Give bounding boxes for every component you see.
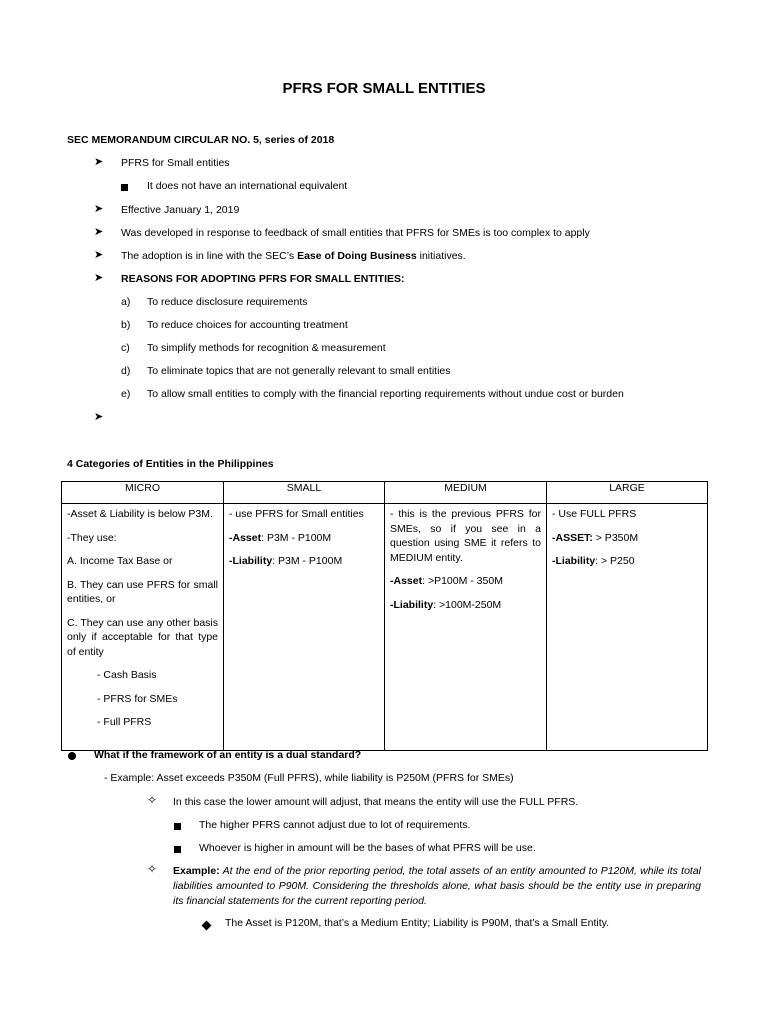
bullet-adoption-bold: Ease of Doing Business xyxy=(297,250,417,262)
diamond-bullet-icon xyxy=(203,920,210,932)
large-line: - Use FULL PFRS xyxy=(552,508,637,520)
page-title: PFRS FOR SMALL ENTITIES xyxy=(282,80,486,97)
micro-line: -They use: xyxy=(67,531,117,544)
micro-line: C. They can use any other basis only if acceptable for that type of entity xyxy=(67,616,218,658)
dual-answer: The Asset is P120M, that’s a Medium Entity; Liability is P90M, that’s a Small Entity. xyxy=(225,917,609,929)
arrow-bullet-icon: ➤ xyxy=(94,411,104,423)
medium-line: - this is the previous PFRS for SMEs, so if you see in a question using SME it refers to MEDIUM entity. xyxy=(390,508,541,564)
reason-letter: a) xyxy=(121,296,131,308)
table-row xyxy=(62,504,708,751)
arrow-bullet-icon: ➤ xyxy=(94,226,104,238)
square-bullet-icon xyxy=(174,844,181,856)
memo-heading: SEC MEMORANDUM CIRCULAR NO. 5, series of 2018 xyxy=(67,134,335,146)
small-line: -Liability: P3M - P100M xyxy=(229,555,343,567)
micro-line: A. Income Tax Base or xyxy=(67,555,173,567)
arrow-bullet-icon: ➤ xyxy=(94,203,104,215)
cell-micro xyxy=(62,504,224,751)
micro-line: - PFRS for SMEs xyxy=(97,692,178,705)
reason-text: To reduce choices for accounting treatment xyxy=(147,319,348,331)
small-line: -Asset: P3M - P100M xyxy=(229,531,332,544)
dual-point1-sub2: Whoever is higher in amount will be the bases of what PFRS will be use. xyxy=(199,842,536,854)
header-small: SMALL xyxy=(224,482,385,504)
medium-line: -Asset: >P100M - 350M xyxy=(390,575,503,587)
small-line: - use PFRS for Small entities xyxy=(229,508,364,520)
diamond-outline-bullet-icon: ✧ xyxy=(147,793,158,807)
arrow-bullet-icon: ➤ xyxy=(94,249,104,261)
reason-letter: b) xyxy=(121,319,131,331)
micro-line: B. They can use PFRS for small entities, or xyxy=(67,578,218,605)
micro-line: - Full PFRS xyxy=(97,716,152,728)
square-bullet-icon xyxy=(174,821,181,833)
large-line: -ASSET: > P350M xyxy=(552,531,639,544)
header-large: LARGE xyxy=(547,482,708,504)
bullet-adoption-post: initiatives. xyxy=(416,250,466,262)
header-micro: MICRO xyxy=(62,482,224,504)
dual-point2: Example: At the end of the prior reporting period, the total assets of an entity amounted to P120M, while its total liabilities amounted to P90M. Considering the thresholds alone, what basis should be the entity use in preparing its financial statements for the current reporting period. xyxy=(173,865,701,907)
micro-line: -Asset & Liability is below P3M. xyxy=(67,508,213,520)
categories-heading: 4 Categories of Entities in the Philippines xyxy=(67,458,274,470)
reason-text: To reduce disclosure requirements xyxy=(147,296,308,308)
reason-text: To simplify methods for recognition & measurement xyxy=(147,342,386,354)
dual-point1: In this case the lower amount will adjust, that means the entity will use the FULL PFRS. xyxy=(173,796,579,808)
table-header-row xyxy=(62,482,708,504)
reason-text: To eliminate topics that are not generally relevant to small entities xyxy=(147,365,451,377)
square-bullet-icon xyxy=(121,182,128,194)
bullet-effective: Effective January 1, 2019 xyxy=(121,204,240,216)
bullet-no-intl-equivalent: It does not have an international equivalent xyxy=(147,180,348,192)
micro-line: - Cash Basis xyxy=(97,669,157,681)
arrow-bullet-icon: ➤ xyxy=(94,272,104,284)
reason-letter: e) xyxy=(121,388,131,400)
bullet-reasons-heading: REASONS FOR ADOPTING PFRS FOR SMALL ENTITIES: xyxy=(121,273,405,285)
bullet-adoption-pre: The adoption is in line with the SEC’s xyxy=(121,250,298,262)
cell-large xyxy=(547,504,708,751)
reason-letter: d) xyxy=(121,365,131,377)
circle-bullet-icon xyxy=(68,751,76,763)
bullet-developed: Was developed in response to feedback of small entities that PFRS for SMEs is too complex to apply xyxy=(121,227,590,239)
reason-letter: c) xyxy=(121,342,130,354)
medium-line: -Liability: >100M-250M xyxy=(390,598,502,611)
reason-text: To allow small entities to comply with the financial reporting requirements without undue cost or burden xyxy=(147,388,624,400)
dual-point1-sub1: The higher PFRS cannot adjust due to lot of requirements. xyxy=(199,819,471,831)
bullet-pfrs-small: PFRS for Small entities xyxy=(121,157,230,169)
header-medium: MEDIUM xyxy=(385,482,547,504)
diamond-outline-bullet-icon: ✧ xyxy=(147,862,158,876)
arrow-bullet-icon: ➤ xyxy=(94,156,104,168)
cell-medium xyxy=(385,504,547,751)
dual-example: - Example: Asset exceeds P350M (Full PFRS), while liability is P250M (PFRS for SMEs) xyxy=(104,772,514,784)
dual-question: What if the framework of an entity is a dual standard? xyxy=(94,749,362,761)
categories-table xyxy=(61,481,708,751)
cell-small xyxy=(224,504,385,751)
bullet-adoption xyxy=(121,250,466,262)
large-line: -Liability: > P250 xyxy=(552,555,635,567)
